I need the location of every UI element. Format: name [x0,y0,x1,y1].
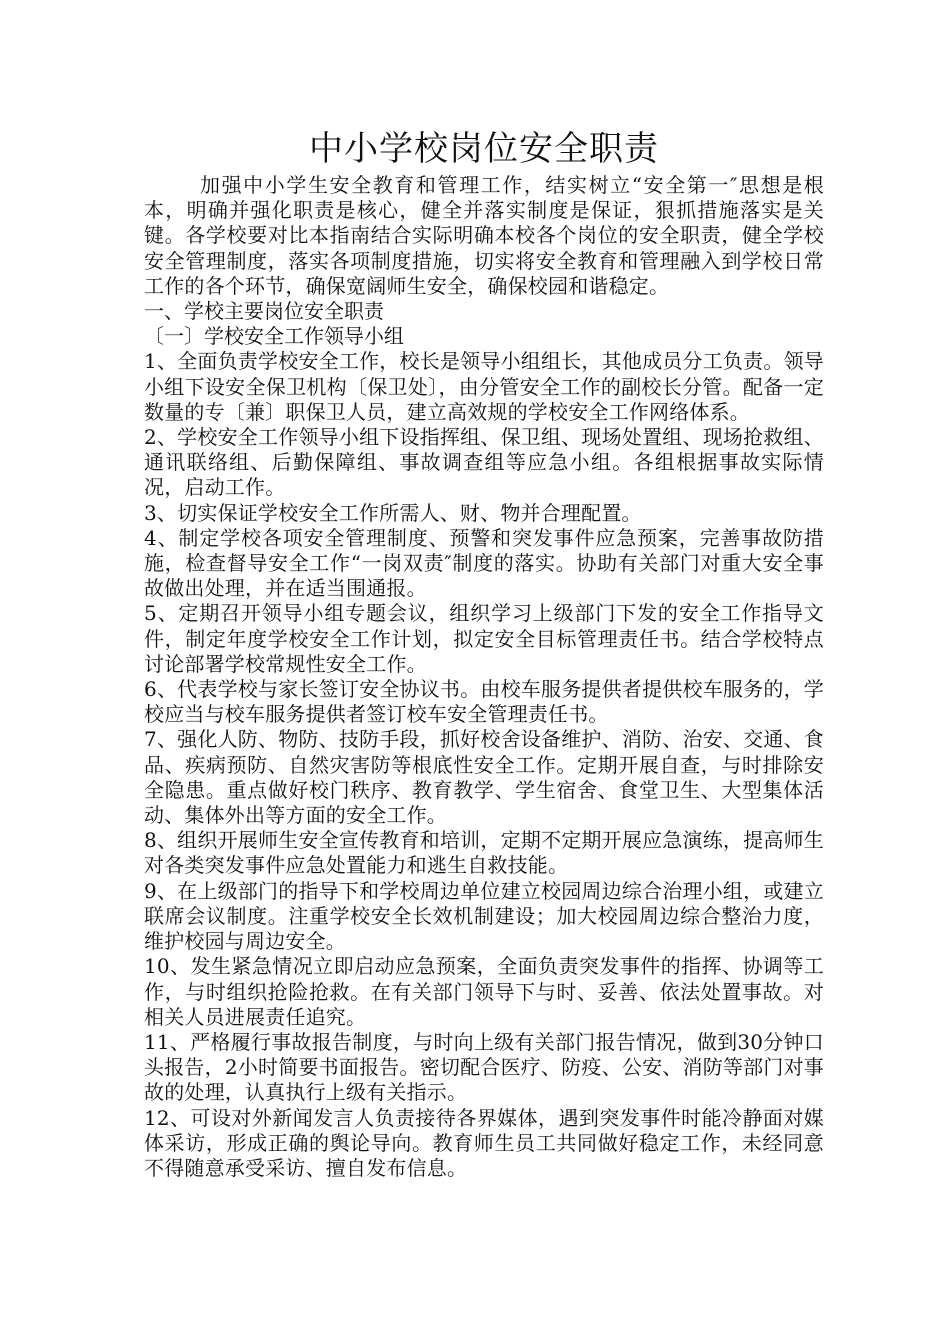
list-item: 8、组织开展师生安全宣传教育和培训，定期不定期开展应急演练，提高师生对各类突发事件应急处置能力和逃生自救技能。 [144,828,824,878]
list-item: 4、制定学校各项安全管理制度、预警和突发事件应急预案，完善事故防措施，检查督导安全工作“一岗双责″制度的落实。协助有关部门对重大安全事故做出处理，并在适当围通报。 [144,525,824,601]
subsection-heading: 〔一〕学校安全工作领导小组 [144,324,404,349]
list-item: 9、在上级部门的指导下和学校周边单位建立校园周边综合治理小组，或建立联席会议制度。注重学校安全长效机制建设；加大校园周边综合整治力度，维护校园与周边安全。 [144,878,824,954]
section-heading: 一、学校主要岗位安全职责 [144,299,384,324]
list-item: 3、切实保证学校安全工作所需人、财、物并合理配置。 [144,500,642,525]
document-title: 中小学校岗位安全职责 [309,129,659,169]
document-body [144,126,824,1181]
list-item: 6、代表学校与家长签订安全协议书。由校车服务提供者提供校车服务的，学校应当与校车服务提供者签订校车安全管理责任书。 [144,677,824,727]
list-item: 11、严格履行事故报告制度，与时向上级有关部门报告情况，做到30分钟口头报告，2小时简要书面报告。密切配合医疗、防疫、公安、消防等部门对事故的处理，认真执行上级有关指示。 [144,1029,824,1105]
list-item: 5、定期召开领导小组专题会议，组织学习上级部门下发的安全工作指导文件，制定年度学校安全工作计划，拟定安全目标管理责任书。结合学校特点讨论部署学校常规性安全工作。 [144,601,824,676]
intro-paragraph: 加强中小学生安全教育和管理工作，结实树立“安全第一″思想是根本，明确并强化职责是核心，健全并落实制度是保证，狠抓措施落实是关键。各学校要对比本指南结合实际明确本校各个岗位的安全职责，健全学校安全管理制度，落实各项制度措施，切实将安全教育和管理融入到学校日常工作的各个环节，确保宽阔师生安全，确保校园和谐稳定。 [144,173,824,298]
list-item: 12、可设对外新闻发言人负责接待各界媒体，遇到突发事件时能冷静面对媒体采访，形成正确的舆论导向。教育师生员工共同做好稳定工作，未经同意不得随意承受采访、擅自发布信息。 [144,1105,824,1180]
list-item: 2、学校安全工作领导小组下设指挥组、保卫组、现场处置组、现场抢救组、通讯联络组、后勤保障组、事故调查组等应急小组。各组根据事故实际情况，启动工作。 [144,425,824,500]
list-item: 10、发生紧急情况立即启动应急预案，全面负责突发事件的指挥、协调等工作，与时组织抢险抢救。在有关部门领导下与时、妥善、依法处置事故。对相关人员进展责任追究。 [144,954,824,1029]
list-item: 7、强化人防、物防、技防手段，抓好校舍设备维护、消防、治安、交通、食品、疾病预防、自然灾害防等根底性安全工作。定期开展自查，与时排除安全隐患。重点做好校门秩序、教育教学、学生宿舍、食堂卫生、大型集体活动、集体外出等方面的安全工作。 [144,727,824,828]
list-item: 1、全面负责学校安全工作，校长是领导小组组长，其他成员分工负责。领导小组下设安全保卫机构〔保卫处〕，由分管安全工作的副校长分管。配备一定数量的专〔兼〕职保卫人员，建立高效规的学校安全工作网络体系。 [144,349,824,424]
